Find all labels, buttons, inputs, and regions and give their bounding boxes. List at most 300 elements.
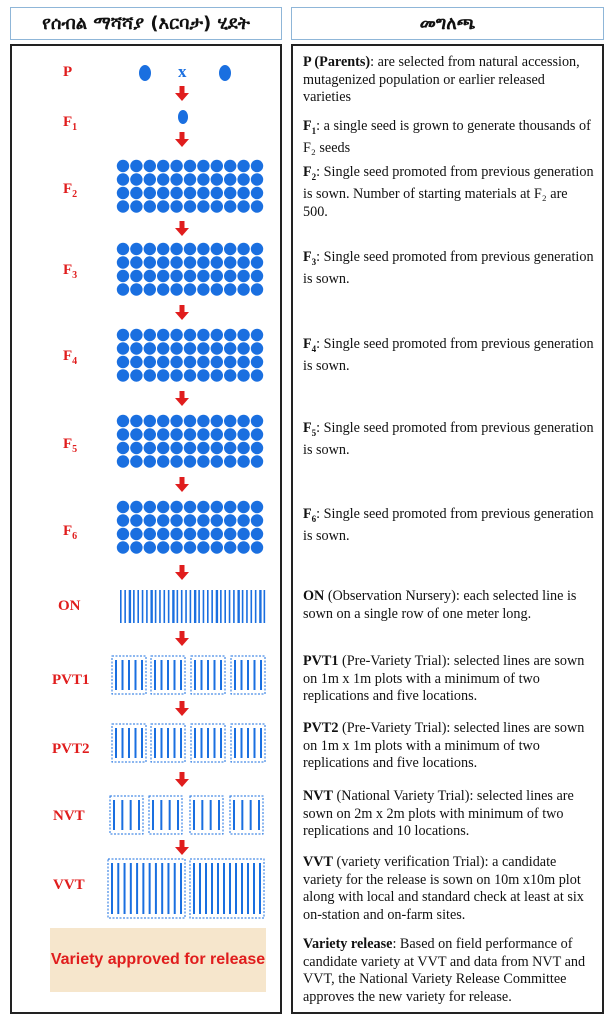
f6-seed — [224, 501, 236, 513]
on-row — [203, 590, 205, 623]
pvt1-row — [180, 660, 182, 690]
f3-seed — [117, 243, 129, 255]
f5-seed — [211, 428, 223, 440]
f4-seed — [130, 356, 142, 368]
f6-seed — [157, 528, 169, 540]
on-row — [137, 590, 139, 623]
f6-seed — [184, 501, 196, 513]
f6-seed — [224, 541, 236, 553]
f3-seed — [170, 283, 182, 295]
desc-pvt2: PVT2 (Pre-Variety Trial): selected lines are sown on 1m x 1m plots with a minimum of two replications and five locations. — [303, 720, 585, 771]
f4-seed — [157, 356, 169, 368]
f6-seed — [130, 501, 142, 513]
f6-seed — [197, 541, 209, 553]
f2-seed — [130, 160, 142, 172]
down-arrow — [180, 391, 185, 399]
f2-seed — [184, 200, 196, 212]
f6-seed — [170, 528, 182, 540]
on-row — [237, 590, 239, 623]
on-row — [207, 590, 209, 623]
f3-seed — [197, 283, 209, 295]
f5-seed — [170, 415, 182, 427]
vvt-row — [117, 863, 119, 914]
f6-seed — [211, 541, 223, 553]
f6-seed — [117, 501, 129, 513]
f4-seed — [237, 356, 249, 368]
f3-seed — [144, 256, 156, 268]
on-row — [229, 590, 231, 623]
f6-seed — [251, 541, 263, 553]
stage-label-f3: $F_3$ — [63, 262, 78, 281]
f6-seed — [157, 501, 169, 513]
f4-seed — [157, 342, 169, 354]
desc-pvt1: PVT1 (Pre-Variety Trial): selected lines are sown on 1m x 1m plots with a minimum of two replications and five locations. — [303, 653, 585, 704]
desc-f1: $F_1$: a single seed is grown to generate thousands of F₂ seeds — [303, 118, 591, 157]
f6-seed — [211, 514, 223, 526]
f4-seed — [157, 329, 169, 341]
vvt-row — [124, 863, 126, 914]
f4-seed — [130, 369, 142, 381]
on-row — [168, 590, 170, 623]
f3-seed — [157, 283, 169, 295]
desc-on: ON (Observation Nursery): each selected line is sown on a single row of one meter long. — [303, 588, 577, 622]
stage-label-p: P — [63, 64, 73, 80]
nvt-row — [250, 800, 252, 830]
down-arrow — [180, 305, 185, 313]
f6-seed — [251, 528, 263, 540]
f2-seed — [130, 187, 142, 199]
f4-seed — [144, 356, 156, 368]
f4-seed — [144, 329, 156, 341]
f3-seed — [144, 270, 156, 282]
f4-seed — [224, 369, 236, 381]
f5-seed — [211, 455, 223, 467]
pvt2-row — [180, 728, 182, 758]
f3-seed — [197, 270, 209, 282]
vvt-row — [235, 863, 237, 914]
f2-seed — [170, 200, 182, 212]
f2-seed — [197, 160, 209, 172]
down-arrow — [180, 86, 185, 94]
pvt1-row — [260, 660, 262, 690]
pvt2-row — [247, 728, 249, 758]
f3-seed — [157, 270, 169, 282]
vvt-row — [111, 863, 113, 914]
pvt2-row — [141, 728, 143, 758]
f6-seed — [170, 541, 182, 553]
f3-seed — [237, 270, 249, 282]
f2-seed — [170, 173, 182, 185]
pvt1-row — [122, 660, 124, 690]
f2-seed — [130, 173, 142, 185]
f6-seed — [144, 541, 156, 553]
f5-seed — [237, 415, 249, 427]
down-arrow-head — [175, 572, 189, 580]
stage-label-f1: $F_1$ — [63, 114, 78, 133]
f6-seed — [130, 528, 142, 540]
nvt-row — [258, 800, 260, 830]
f3-seed — [144, 243, 156, 255]
vvt-row — [149, 863, 151, 914]
nvt-row — [160, 800, 162, 830]
f2-seed — [144, 160, 156, 172]
down-arrow-head — [175, 708, 189, 716]
on-row — [129, 590, 131, 623]
pvt2-row — [207, 728, 209, 758]
on-row — [164, 590, 166, 623]
f3-seed — [117, 270, 129, 282]
vvt-row — [142, 863, 144, 914]
f2-seed — [184, 160, 196, 172]
f6-seed — [170, 501, 182, 513]
vvt-row — [217, 863, 219, 914]
pvt2-row — [174, 728, 176, 758]
f3-seed — [170, 256, 182, 268]
f6-seed — [184, 514, 196, 526]
f5-seed — [117, 415, 129, 427]
desc-nvt: NVT (National Variety Trial): selected lines are sown on 2m x 2m plots with minimum of two replications and 10 locations. — [303, 788, 574, 839]
f2-seed — [170, 160, 182, 172]
f2-seed — [197, 187, 209, 199]
desc-f6: $F_6$: Single seed promoted from previous generation is sown. — [303, 506, 594, 545]
f4-seed — [130, 329, 142, 341]
f6-seed — [117, 514, 129, 526]
nvt-row — [241, 800, 243, 830]
f2-seed — [224, 173, 236, 185]
pvt2-row — [167, 728, 169, 758]
f5-seed — [144, 428, 156, 440]
f2-seed — [237, 187, 249, 199]
f2-seed — [130, 200, 142, 212]
f5-seed — [144, 455, 156, 467]
f6-seed — [251, 501, 263, 513]
f6-seed — [197, 528, 209, 540]
stage-label-vvt: VVT — [53, 877, 85, 893]
f5-seed — [237, 428, 249, 440]
f3-seed — [157, 243, 169, 255]
f5-seed — [130, 428, 142, 440]
f2-seed — [251, 160, 263, 172]
f5-seed — [224, 428, 236, 440]
f6-seed — [144, 528, 156, 540]
f5-seed — [130, 415, 142, 427]
f4-seed — [130, 342, 142, 354]
vvt-plot — [108, 859, 185, 918]
f2-seed — [237, 160, 249, 172]
f3-seed — [237, 256, 249, 268]
f4-seed — [211, 342, 223, 354]
vvt-row — [193, 863, 195, 914]
f3-seed — [224, 283, 236, 295]
nvt-row — [121, 800, 123, 830]
vvt-row — [211, 863, 213, 914]
f2-seed — [117, 187, 129, 199]
on-row — [159, 590, 161, 623]
vvt-row — [247, 863, 249, 914]
pvt1-row — [128, 660, 130, 690]
f2-seed — [157, 160, 169, 172]
variety-approved-box: Variety approved for release — [50, 928, 266, 992]
f3-seed — [170, 270, 182, 282]
vvt-row — [229, 863, 231, 914]
f2-seed — [224, 200, 236, 212]
on-row — [124, 590, 126, 623]
on-row — [181, 590, 183, 623]
f2-seed — [224, 160, 236, 172]
f2-seed — [211, 160, 223, 172]
stage-label-f5: $F_5$ — [63, 436, 78, 455]
f4-seed — [117, 342, 129, 354]
f5-seed — [157, 455, 169, 467]
desc-f3: $F_3$: Single seed promoted from previous generation is sown. — [303, 249, 594, 288]
on-row — [211, 590, 213, 623]
f3-seed — [184, 270, 196, 282]
f3-seed — [251, 256, 263, 268]
pvt2-row — [154, 728, 156, 758]
stage-label-nvt: NVT — [53, 808, 85, 824]
f4-seed — [251, 369, 263, 381]
f6-seed — [117, 541, 129, 553]
on-row — [185, 590, 187, 623]
nvt-row — [177, 800, 179, 830]
desc-vvt: VVT (variety verification Trial): a candidate variety for the release is sown on 10m x10m plot along with local and standard check at least at six on-station and on-farm sites. — [303, 854, 584, 923]
nvt-row — [193, 800, 195, 830]
down-arrow — [180, 565, 185, 573]
f2-seed — [211, 173, 223, 185]
f6-seed — [130, 541, 142, 553]
f6-seed — [184, 528, 196, 540]
f5-seed — [170, 428, 182, 440]
vvt-row — [180, 863, 182, 914]
f4-seed — [251, 356, 263, 368]
f6-seed — [130, 514, 142, 526]
pvt2-row — [254, 728, 256, 758]
f5-seed — [184, 455, 196, 467]
pvt2-row — [115, 728, 117, 758]
f3-seed — [117, 256, 129, 268]
f5-seed — [224, 442, 236, 454]
on-row — [177, 590, 179, 623]
stage-label-f2: $F_2$ — [63, 181, 78, 200]
down-arrow — [180, 132, 185, 140]
f4-seed — [117, 356, 129, 368]
on-row — [233, 590, 235, 623]
pvt1-row — [214, 660, 216, 690]
f5-seed — [130, 455, 142, 467]
f4-seed — [251, 329, 263, 341]
f5-seed — [251, 415, 263, 427]
pvt2-row — [194, 728, 196, 758]
pvt2-row — [234, 728, 236, 758]
f4-seed — [224, 329, 236, 341]
on-row — [220, 590, 222, 623]
f6-seed — [144, 501, 156, 513]
f2-seed — [211, 200, 223, 212]
f3-seed — [144, 283, 156, 295]
down-arrow-head — [175, 398, 189, 406]
f5-seed — [211, 442, 223, 454]
f2-seed — [251, 200, 263, 212]
desc-f4: $F_4$: Single seed promoted from previous generation is sown. — [303, 336, 594, 375]
f6-seed — [197, 514, 209, 526]
on-row — [242, 590, 244, 623]
vvt-row — [241, 863, 243, 914]
on-row — [133, 590, 135, 623]
parent-seed — [139, 65, 151, 81]
f5-seed — [251, 455, 263, 467]
f2-seed — [237, 173, 249, 185]
on-row — [224, 590, 226, 623]
f4-seed — [184, 342, 196, 354]
f3-seed — [211, 283, 223, 295]
f4-seed — [117, 329, 129, 341]
pvt1-row — [167, 660, 169, 690]
on-row — [198, 590, 200, 623]
f2-seed — [157, 173, 169, 185]
f2-seed — [157, 187, 169, 199]
f3-seed — [117, 283, 129, 295]
f1-seed — [178, 110, 188, 124]
pvt1-row — [154, 660, 156, 690]
f3-seed — [237, 243, 249, 255]
f4-seed — [197, 356, 209, 368]
f5-seed — [197, 455, 209, 467]
f3-seed — [184, 256, 196, 268]
f3-seed — [237, 283, 249, 295]
f3-seed — [130, 283, 142, 295]
f3-seed — [251, 243, 263, 255]
f3-seed — [130, 270, 142, 282]
cross-symbol: x — [178, 62, 187, 81]
f5-seed — [224, 455, 236, 467]
f3-seed — [211, 243, 223, 255]
pvt1-row — [115, 660, 117, 690]
f6-seed — [211, 528, 223, 540]
f2-seed — [197, 173, 209, 185]
down-arrow-head — [175, 228, 189, 236]
f2-seed — [251, 187, 263, 199]
f4-seed — [170, 329, 182, 341]
desc-p: P (Parents): are selected from natural accession, mutagenized population or earlier released varieties — [303, 54, 580, 105]
f5-seed — [237, 442, 249, 454]
pvt1-row — [135, 660, 137, 690]
f6-seed — [237, 528, 249, 540]
f4-seed — [170, 356, 182, 368]
f3-seed — [157, 256, 169, 268]
f2-seed — [117, 160, 129, 172]
f3-seed — [170, 243, 182, 255]
pvt1-row — [234, 660, 236, 690]
f2-seed — [184, 173, 196, 185]
process-header-text: የሰብል ማሻሻያ (እርባታ) ሂደት — [42, 13, 250, 34]
f5-seed — [157, 415, 169, 427]
down-arrow-head — [175, 484, 189, 492]
f4-seed — [211, 369, 223, 381]
vvt-plot — [190, 859, 264, 918]
on-row — [120, 590, 122, 623]
f3-seed — [184, 283, 196, 295]
stage-label-f6: $F_6$ — [63, 523, 78, 542]
nvt-row — [233, 800, 235, 830]
f3-seed — [197, 243, 209, 255]
stage-label-f4: $F_4$ — [63, 348, 78, 367]
f6-seed — [237, 541, 249, 553]
f6-seed — [144, 514, 156, 526]
f4-seed — [170, 342, 182, 354]
f6-seed — [170, 514, 182, 526]
f2-seed — [170, 187, 182, 199]
f5-seed — [117, 455, 129, 467]
down-arrow-head — [175, 139, 189, 147]
down-arrow — [180, 701, 185, 709]
desc-f2: $F_2$: Single seed promoted from previous generation is sown. Number of starting materials at F₂ are 500. — [303, 164, 594, 220]
f6-seed — [224, 528, 236, 540]
f5-seed — [117, 428, 129, 440]
on-row — [194, 590, 196, 623]
pvt1-row — [194, 660, 196, 690]
f4-seed — [184, 356, 196, 368]
f2-seed — [144, 187, 156, 199]
f3-seed — [211, 270, 223, 282]
f3-seed — [224, 270, 236, 282]
vvt-row — [130, 863, 132, 914]
nvt-row — [210, 800, 212, 830]
vvt-row — [155, 863, 157, 914]
vvt-row — [223, 863, 225, 914]
down-arrow-head — [175, 847, 189, 855]
pvt1-row — [241, 660, 243, 690]
f5-seed — [157, 428, 169, 440]
f4-seed — [251, 342, 263, 354]
f6-seed — [117, 528, 129, 540]
f4-seed — [197, 369, 209, 381]
parent-seed — [219, 65, 231, 81]
f5-seed — [251, 442, 263, 454]
stage-label-pvt1: PVT1 — [52, 672, 90, 688]
vvt-row — [199, 863, 201, 914]
pvt1-row — [220, 660, 222, 690]
f4-seed — [224, 342, 236, 354]
down-arrow — [180, 772, 185, 780]
f5-seed — [251, 428, 263, 440]
f5-seed — [224, 415, 236, 427]
down-arrow-head — [175, 779, 189, 787]
f6-seed — [157, 514, 169, 526]
f6-seed — [224, 514, 236, 526]
f2-seed — [117, 173, 129, 185]
vvt-row — [174, 863, 176, 914]
on-row — [246, 590, 248, 623]
f2-seed — [251, 173, 263, 185]
down-arrow — [180, 221, 185, 229]
pvt1-row — [254, 660, 256, 690]
pvt2-row — [241, 728, 243, 758]
on-row — [150, 590, 152, 623]
f2-seed — [224, 187, 236, 199]
f5-seed — [117, 442, 129, 454]
nvt-row — [169, 800, 171, 830]
pvt2-row — [214, 728, 216, 758]
f5-seed — [184, 428, 196, 440]
on-row — [155, 590, 157, 623]
description-header-text: መግለጫ — [419, 13, 476, 34]
f6-seed — [237, 514, 249, 526]
f4-seed — [197, 342, 209, 354]
f4-seed — [211, 356, 223, 368]
f3-seed — [130, 256, 142, 268]
f2-seed — [144, 200, 156, 212]
pvt1-row — [207, 660, 209, 690]
